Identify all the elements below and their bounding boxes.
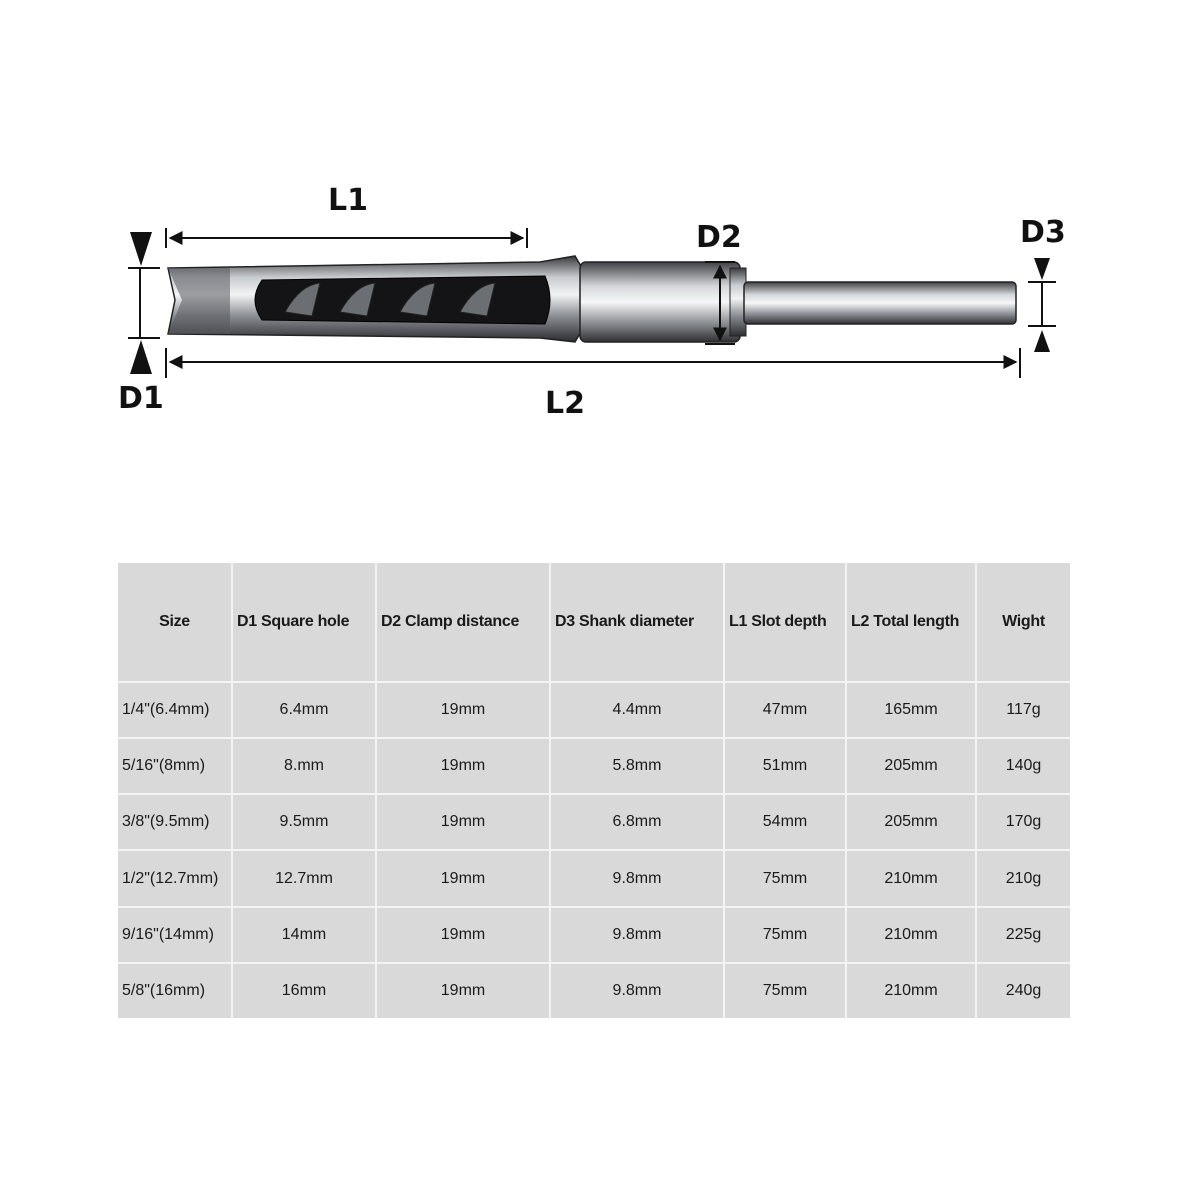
chisel-body xyxy=(168,256,582,342)
cell-size: 9/16"(14mm) xyxy=(118,907,232,963)
cell-weight: 170g xyxy=(976,794,1070,850)
cell-d2: 19mm xyxy=(376,682,550,738)
table-row xyxy=(118,738,1070,794)
cell-d1: 12.7mm xyxy=(232,850,376,906)
cell-size: 1/4"(6.4mm) xyxy=(118,682,232,738)
cell-d2: 19mm xyxy=(376,963,550,1018)
cell-size: 3/8"(9.5mm) xyxy=(118,794,232,850)
table-row xyxy=(118,850,1070,906)
cell-size: 1/2"(12.7mm) xyxy=(118,850,232,906)
d3-dimension xyxy=(1028,258,1056,352)
l1-dimension xyxy=(166,228,527,248)
cell-l1: 75mm xyxy=(724,907,846,963)
l2-label: L2 xyxy=(545,386,585,421)
cell-weight: 240g xyxy=(1005,981,1042,999)
l1-label: L1 xyxy=(328,183,368,218)
header-d1: D1 Square hole xyxy=(232,563,376,682)
cell-d3: 5.8mm xyxy=(550,738,724,794)
cell-d1: 16mm xyxy=(232,963,376,1018)
cell-l2: 205mm xyxy=(846,738,976,794)
header-d2: D2 Clamp distance xyxy=(376,563,550,682)
cell-l2: 210mm xyxy=(846,963,976,1018)
cell-weight: 210g xyxy=(976,850,1070,906)
cell-d2: 19mm xyxy=(376,738,550,794)
cell-d1: 14mm xyxy=(232,907,376,963)
cell-d3: 9.8mm xyxy=(550,907,724,963)
cell-l2: 210mm xyxy=(846,850,976,906)
d2-label: D2 xyxy=(696,220,742,255)
header-size: Size xyxy=(118,563,232,682)
table-row xyxy=(118,907,1070,963)
header-weight: Wight xyxy=(976,563,1070,682)
cell-d2: 19mm xyxy=(376,850,550,906)
cell-size: 5/16"(8mm) xyxy=(118,738,232,794)
drill-bit-drawing xyxy=(0,0,1200,500)
d1-label: D1 xyxy=(118,381,164,416)
cell-l1: 54mm xyxy=(724,794,846,850)
header-l1: L1 Slot depth xyxy=(724,563,846,682)
cell-d3: 9.8mm xyxy=(550,850,724,906)
d3-label: D3 xyxy=(1020,215,1066,250)
cell-l1: 47mm xyxy=(724,682,846,738)
cell-d3: 6.8mm xyxy=(550,794,724,850)
spec-table xyxy=(118,563,1070,1018)
cell-d1: 8.mm xyxy=(232,738,376,794)
l2-dimension xyxy=(166,348,1020,378)
table-header-row xyxy=(118,563,1070,682)
d1-dimension xyxy=(128,232,160,374)
cell-l1: 75mm xyxy=(724,850,846,906)
cell-l2: 165mm xyxy=(846,682,976,738)
cell-d1: 9.5mm xyxy=(232,794,376,850)
cell-l1: 75mm xyxy=(724,963,846,1018)
cell-d3: 9.8mm xyxy=(550,963,724,1018)
shank xyxy=(744,282,1016,324)
cell-d1: 6.4mm xyxy=(232,682,376,738)
cell-d2: 19mm xyxy=(376,907,550,963)
header-l2: L2 Total length xyxy=(846,563,976,682)
cell-d3: 4.4mm xyxy=(550,682,724,738)
cell-l2: 205mm xyxy=(846,794,976,850)
table-row xyxy=(118,682,1070,738)
cell-l1: 51mm xyxy=(724,738,846,794)
cell-weight: 117g xyxy=(976,682,1070,738)
drill-bit-diagram xyxy=(0,0,1200,500)
table-row xyxy=(118,963,1070,1018)
cell-d2: 19mm xyxy=(376,794,550,850)
cell-weight: 140g xyxy=(976,738,1070,794)
cell-l2: 210mm xyxy=(846,907,976,963)
table-row xyxy=(118,794,1070,850)
clamp-section xyxy=(580,262,746,342)
spec-table-grid xyxy=(118,563,1070,1018)
cell-weight: 225g xyxy=(976,907,1070,963)
header-d3: D3 Shank diameter xyxy=(550,563,724,682)
cell-size: 5/8"(16mm) xyxy=(118,963,232,1018)
